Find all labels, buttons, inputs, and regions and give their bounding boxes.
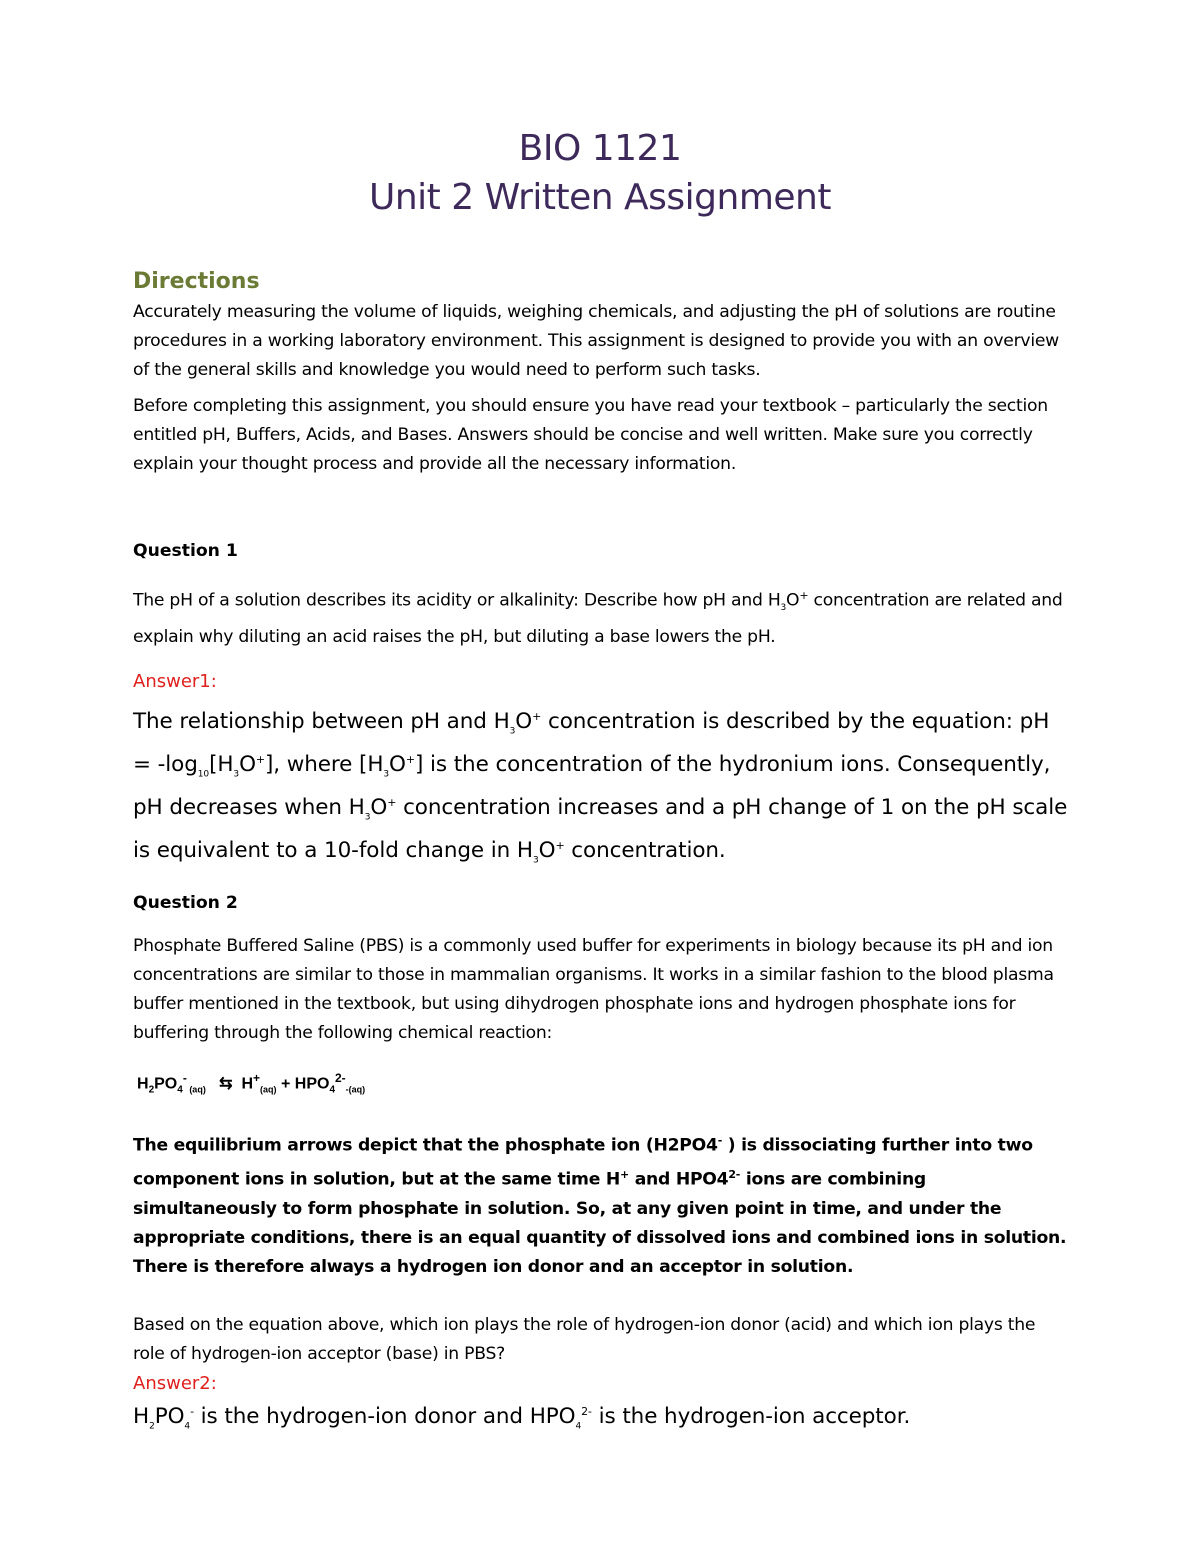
equilibrium-arrow-icon: ⇆ — [219, 1075, 233, 1093]
question-2-heading: Question 2 — [133, 892, 238, 913]
directions-paragraph-1: Accurately measuring the volume of liquids, weighing chemicals, and adjusting the pH of solutions are routine procedures in a working laboratory environment. This assignment is designed to provide you with an overview of the general skills and knowledge you would need to perform such tasks. — [133, 302, 1059, 380]
directions-paragraph-2: Before completing this assignment, you should ensure you have read your textbook – particularly the section entitled pH, Buffers, Acids, and Bases. Answers should be concise and well written. Make sure you correctly explain your thought process and provide all the necessary information. — [133, 396, 1048, 474]
answer-2-label: Answer2: — [133, 1372, 217, 1394]
question-1-heading: Question 1 — [133, 541, 238, 561]
title-block — [0, 124, 1200, 222]
answer-1-label: Answer1: — [133, 671, 217, 693]
answer-1-text: The relationship between pH and $H_3O^+$ concentration is described by the equation: pH = $-\log_{10}[H_3O^+]$, where $[H_3O^+]$ is the concentration of the hydronium ions. Consequently, pH decreases when $H_3O^+$ concentration increases and a pH change of 1 on the pH scale is equivalent to a 10-fold change in $H_3O^+$ concentration. — [133, 709, 1068, 866]
question-1-text: The pH of a solution describes its acidity or alkalinity: Describe how pH and $H_3O^+$ concentration are related and explain why diluting an acid raises the pH, but diluting a base lowers the pH. — [133, 589, 1063, 648]
chemical-equation: $H_2PO_4^-$ $_{(aq)}$ ⇆ $H^+_{(aq)} + HPO_4^{2-}_{-(aq)}$ — [137, 1070, 366, 1096]
question-2-intro: Phosphate Buffered Saline (PBS) is a commonly used buffer for experiments in biology because its pH and ion concentrations are similar to those in mammalian organisms. It works in a similar fashion to the blood plasma buffer mentioned in the textbook, but using dihydrogen phosphate ions and hydrogen phosphate ions for buffering through the following chemical reaction: — [133, 935, 1054, 1043]
question-2-text: Based on the equation above, which ion plays the role of hydrogen-ion donor (acid) and which ion plays the role of hydrogen-ion acceptor (base) in PBS? — [133, 1314, 1036, 1364]
directions-heading: Directions — [133, 269, 260, 294]
assignment-title: Unit 2 Written Assignment — [369, 177, 831, 218]
course-title: BIO 1121 — [518, 128, 682, 169]
question-2-explanation: The equilibrium arrows depict that the phosphate ion (H2PO4- ) is dissociating further into two component ions in solution, but at the same time H+ and $HPO4^{2-}$ ions are combining simultaneously to form phosphate in solution. So, at any given point in time, and under the appropriate conditions, there is an equal quantity of dissolved ions and combined ions in solution. There is therefore always a hydrogen ion donor and an acceptor in solution. — [133, 1133, 1067, 1277]
answer-2-text: $H_2PO_4^-$ is the hydrogen-ion donor and $HPO_4^{2-}$ is the hydrogen-ion acceptor. — [133, 1404, 911, 1432]
document-content — [133, 266, 1068, 1441]
